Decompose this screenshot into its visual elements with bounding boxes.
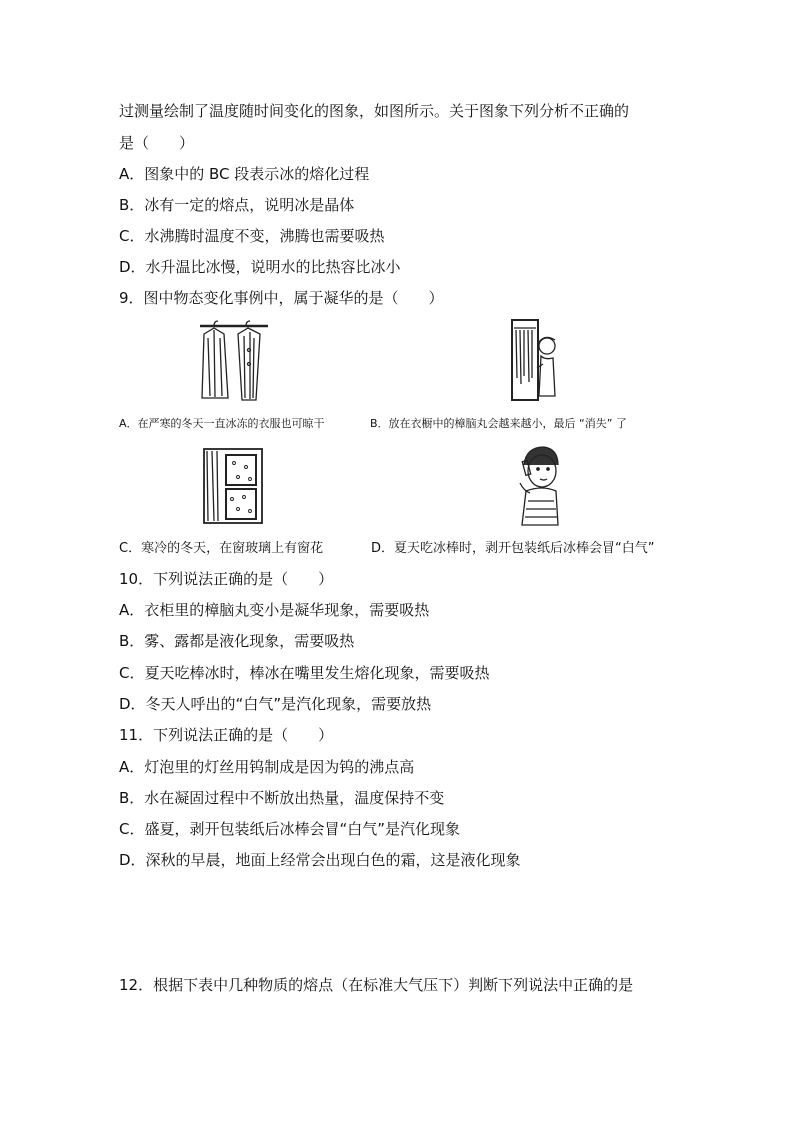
q11-option-d: D．深秋的早晨，地面上经常会出现白色的霜，这是液化现象	[119, 851, 521, 869]
q9-caption-d: D．夏天吃冰棒时，剥开包装纸后冰棒会冒“白气”	[371, 541, 655, 556]
q8-intro-line2: 是（ ）	[119, 134, 195, 152]
q12-stem: 12．根据下表中几种物质的熔点（在标准大气压下）判断下列说法中正确的是	[119, 976, 634, 994]
q9-stem: 9．图中物态变化事例中，属于凝华的是（ ）	[119, 289, 444, 307]
q8-option-b: B．冰有一定的熔点，说明冰是晶体	[119, 196, 355, 214]
q8-option-a: A．图象中的 BC 段表示冰的熔化过程	[119, 165, 370, 183]
q11-option-c: C．盛夏，剥开包装纸后冰棒会冒“白气”是汽化现象	[119, 820, 461, 838]
q10-option-d: D．冬天人呼出的“白气”是汽化现象，需要放热	[119, 695, 432, 713]
q9-caption-a: A．在严寒的冬天一直冰冻的衣服也可晾干	[119, 417, 325, 430]
q10-option-c: C．夏天吃棒冰时，棒冰在嘴里发生熔化现象，需要吸热	[119, 664, 490, 682]
boy-eating-popsicle-icon	[516, 443, 562, 527]
q10-stem: 10．下列说法正确的是（ ）	[119, 570, 334, 588]
q9-caption-c: C．寒冷的冬天，在窗玻璃上有窗花	[119, 541, 324, 556]
q11-option-a: A．灯泡里的灯丝用钨制成是因为钨的沸点高	[119, 758, 415, 776]
q8-option-c: C．水沸腾时温度不变，沸腾也需要吸热	[119, 227, 385, 245]
hanging-clothes-icon	[198, 320, 270, 402]
q10-option-b: B．雾、露都是液化现象，需要吸热	[119, 632, 355, 650]
frosted-window-icon	[202, 447, 264, 525]
q10-option-a: A．衣柜里的樟脑丸变小是凝华现象，需要吸热	[119, 601, 430, 619]
q8-intro-line1: 过测量绘制了温度随时间变化的图象，如图所示。关于图象下列分析不正确的	[119, 102, 630, 120]
q9-caption-b: B．放在衣橱中的樟脑丸会越来越小，最后 “消失” 了	[370, 417, 627, 430]
camphor-wardrobe-icon	[509, 318, 559, 402]
q8-option-d: D．水升温比冰慢，说明水的比热容比冰小	[119, 258, 401, 276]
q11-stem: 11．下列说法正确的是（ ）	[119, 726, 334, 744]
q11-option-b: B．水在凝固过程中不断放出热量，温度保持不变	[119, 789, 445, 807]
